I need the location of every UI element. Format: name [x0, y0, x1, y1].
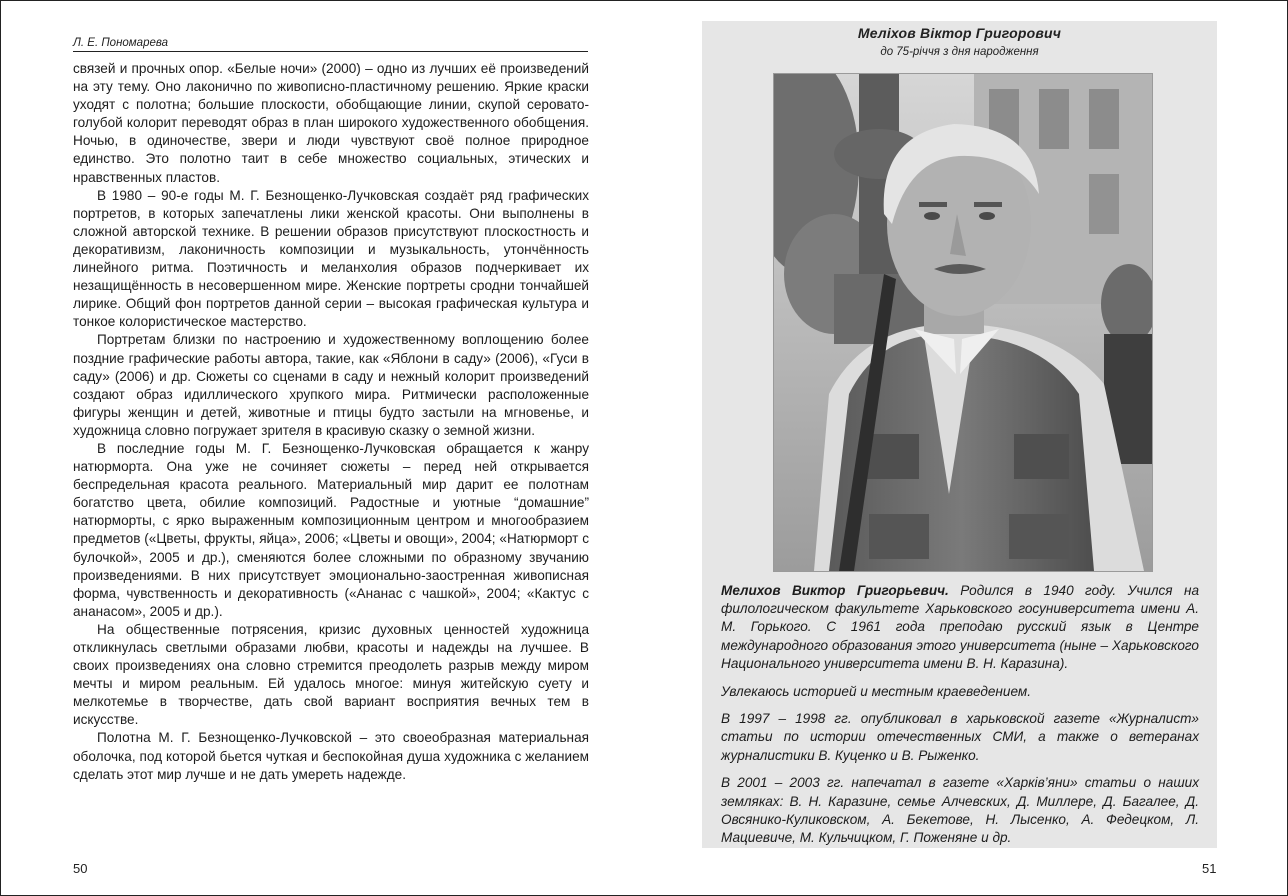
biography-panel	[702, 21, 1217, 848]
portrait-photo	[773, 73, 1153, 572]
paragraph: На общественные потрясения, кризис духовных ценностей художница откликнулась светлыми образами любви, красоты и надежды на лучшее. В своих произведениях она словно стремится преодолеть разрыв между миром мечты и миром реальным. Ей удалось многое: минуя житейскую суету и мелкотемье в творчестве, дать свой вариант восприятия вечных тем в искусстве.	[73, 621, 589, 728]
bio-paragraph: В 2001 – 2003 гг. напечатал в газете «Харків’яни» статьи о наших земляках: В. Н. Каразине, семье Алчевских, Д. Миллере, Д. Багалее, Д. Овсянико-Куликовском, А. Бекетове, Н. Лысенко, А. Федецком, Л. Мациевиче, М. Кульчицком, Г. Поженяне и др.	[721, 775, 1199, 845]
bio-paragraph: В 1997 – 1998 гг. опубликовал в харьковской газете «Журналист» статьи по истории отечественных СМИ, а также о ветеранах журналистики В. Куценко и В. Рыженко.	[721, 711, 1199, 763]
paragraph: связей и прочных опор. «Белые ночи» (2000) – одно из лучших её произведений на эту тему. Оно лаконично по живописно-пластичному решению. Яркие краски уходят с полотна; большие плоскости, обобщающие линии, скупой серовато-голубой колорит переводят образ в план широкого художественного обобщения. Ночью, в одиночестве, звери и люди чувствуют своё полное природное единство. Это полотно таит в себе множество социальных, этических и нравственных пластов.	[73, 61, 589, 185]
paragraph: Портретам близки по настроению и художественному воплощению более поздние графические работы автора, такие, как «Яблони в саду» (2006), «Гуси в саду» (2006) и др. Сюжеты со сценами в саду и нежный колорит произведений создают образ идиллического хрупкого мира. Ритмически расположенные фигуры женщин и детей, животные и птицы будто застыли на мгновенье, и художница словно погружает зрителя в красивую сказку о земной жизни.	[73, 332, 589, 438]
paragraph: В последние годы М. Г. Безнощенко-Лучковская обращается к жанру натюрморта. Она уже не сочиняет сюжеты – перед ней открывается беспредельная красота реального. Материальный мир дарит ее полотнам богатство цвета, обилие композиций. Радостные и уютные “домашние” натюрморты, с ярко выраженным композиционным центром и многообразием предметов («Цветы, фрукты, яйца», 2006; «Цветы и овощи», 2004; «Натюрморт с булочкой», 2005 и др.), сменяются более сложными по образному звучанию произведениями. В них присутствует эмоционально-заостренная живописная форма, чувственность и декоративность («Ананас с чашкой», 2004; «Кактус с ананасом», 2005 и др.).	[73, 440, 589, 619]
running-head: Л. Е. Пономарева	[73, 37, 588, 52]
page-number-left: 50	[73, 861, 88, 876]
bio-paragraph	[721, 582, 1199, 673]
panel-subtitle: до 75-річчя з дня народження	[880, 46, 1039, 58]
panel-title: Меліхов Віктор Григорович	[857, 25, 1062, 41]
page-number-right: 51	[1202, 861, 1217, 876]
bio-paragraph-text: Родился в 1940 году. Учился на филологическом факультете Харьковского госуниверситета имени А. М. Горького. С 1961 года преподаю русский язык в Центре международного образования этого университета (ныне – Харьковского Национального университета имени В. Н. Каразина).	[721, 583, 1200, 671]
paragraph: Полотна М. Г. Безнощенко-Лучковской – это своеобразная материальная оболочка, под которой бьется чуткая и беспокойная душа художника с желанием сделать этот мир лучше и не дать умереть надежде.	[73, 730, 589, 782]
left-page-body	[73, 60, 589, 784]
bio-paragraph: Увлекаюсь историей и местным краеведением.	[721, 683, 1031, 699]
paragraph: В 1980 – 90-е годы М. Г. Безнощенко-Лучковская создаёт ряд графических портретов, в которых запечатлены лики женской красоты. Они выполнены в сложной авторской технике. В решении образов присутствуют плоскостность и декоративизм, лаконичность композиции и музыкальность, утончённость линейного ритма. Поэтичность и меланхолия образов подчеркивает их незащищённость в несовершенном мире. Женские портреты сродни тончайшей лирике. Общий фон портретов данной серии – высокая графическая культура и тонкое колористическое мастерство.	[73, 187, 589, 330]
bio-name: Мелихов Виктор Григорьевич.	[721, 583, 949, 598]
biography-text	[721, 582, 1199, 857]
